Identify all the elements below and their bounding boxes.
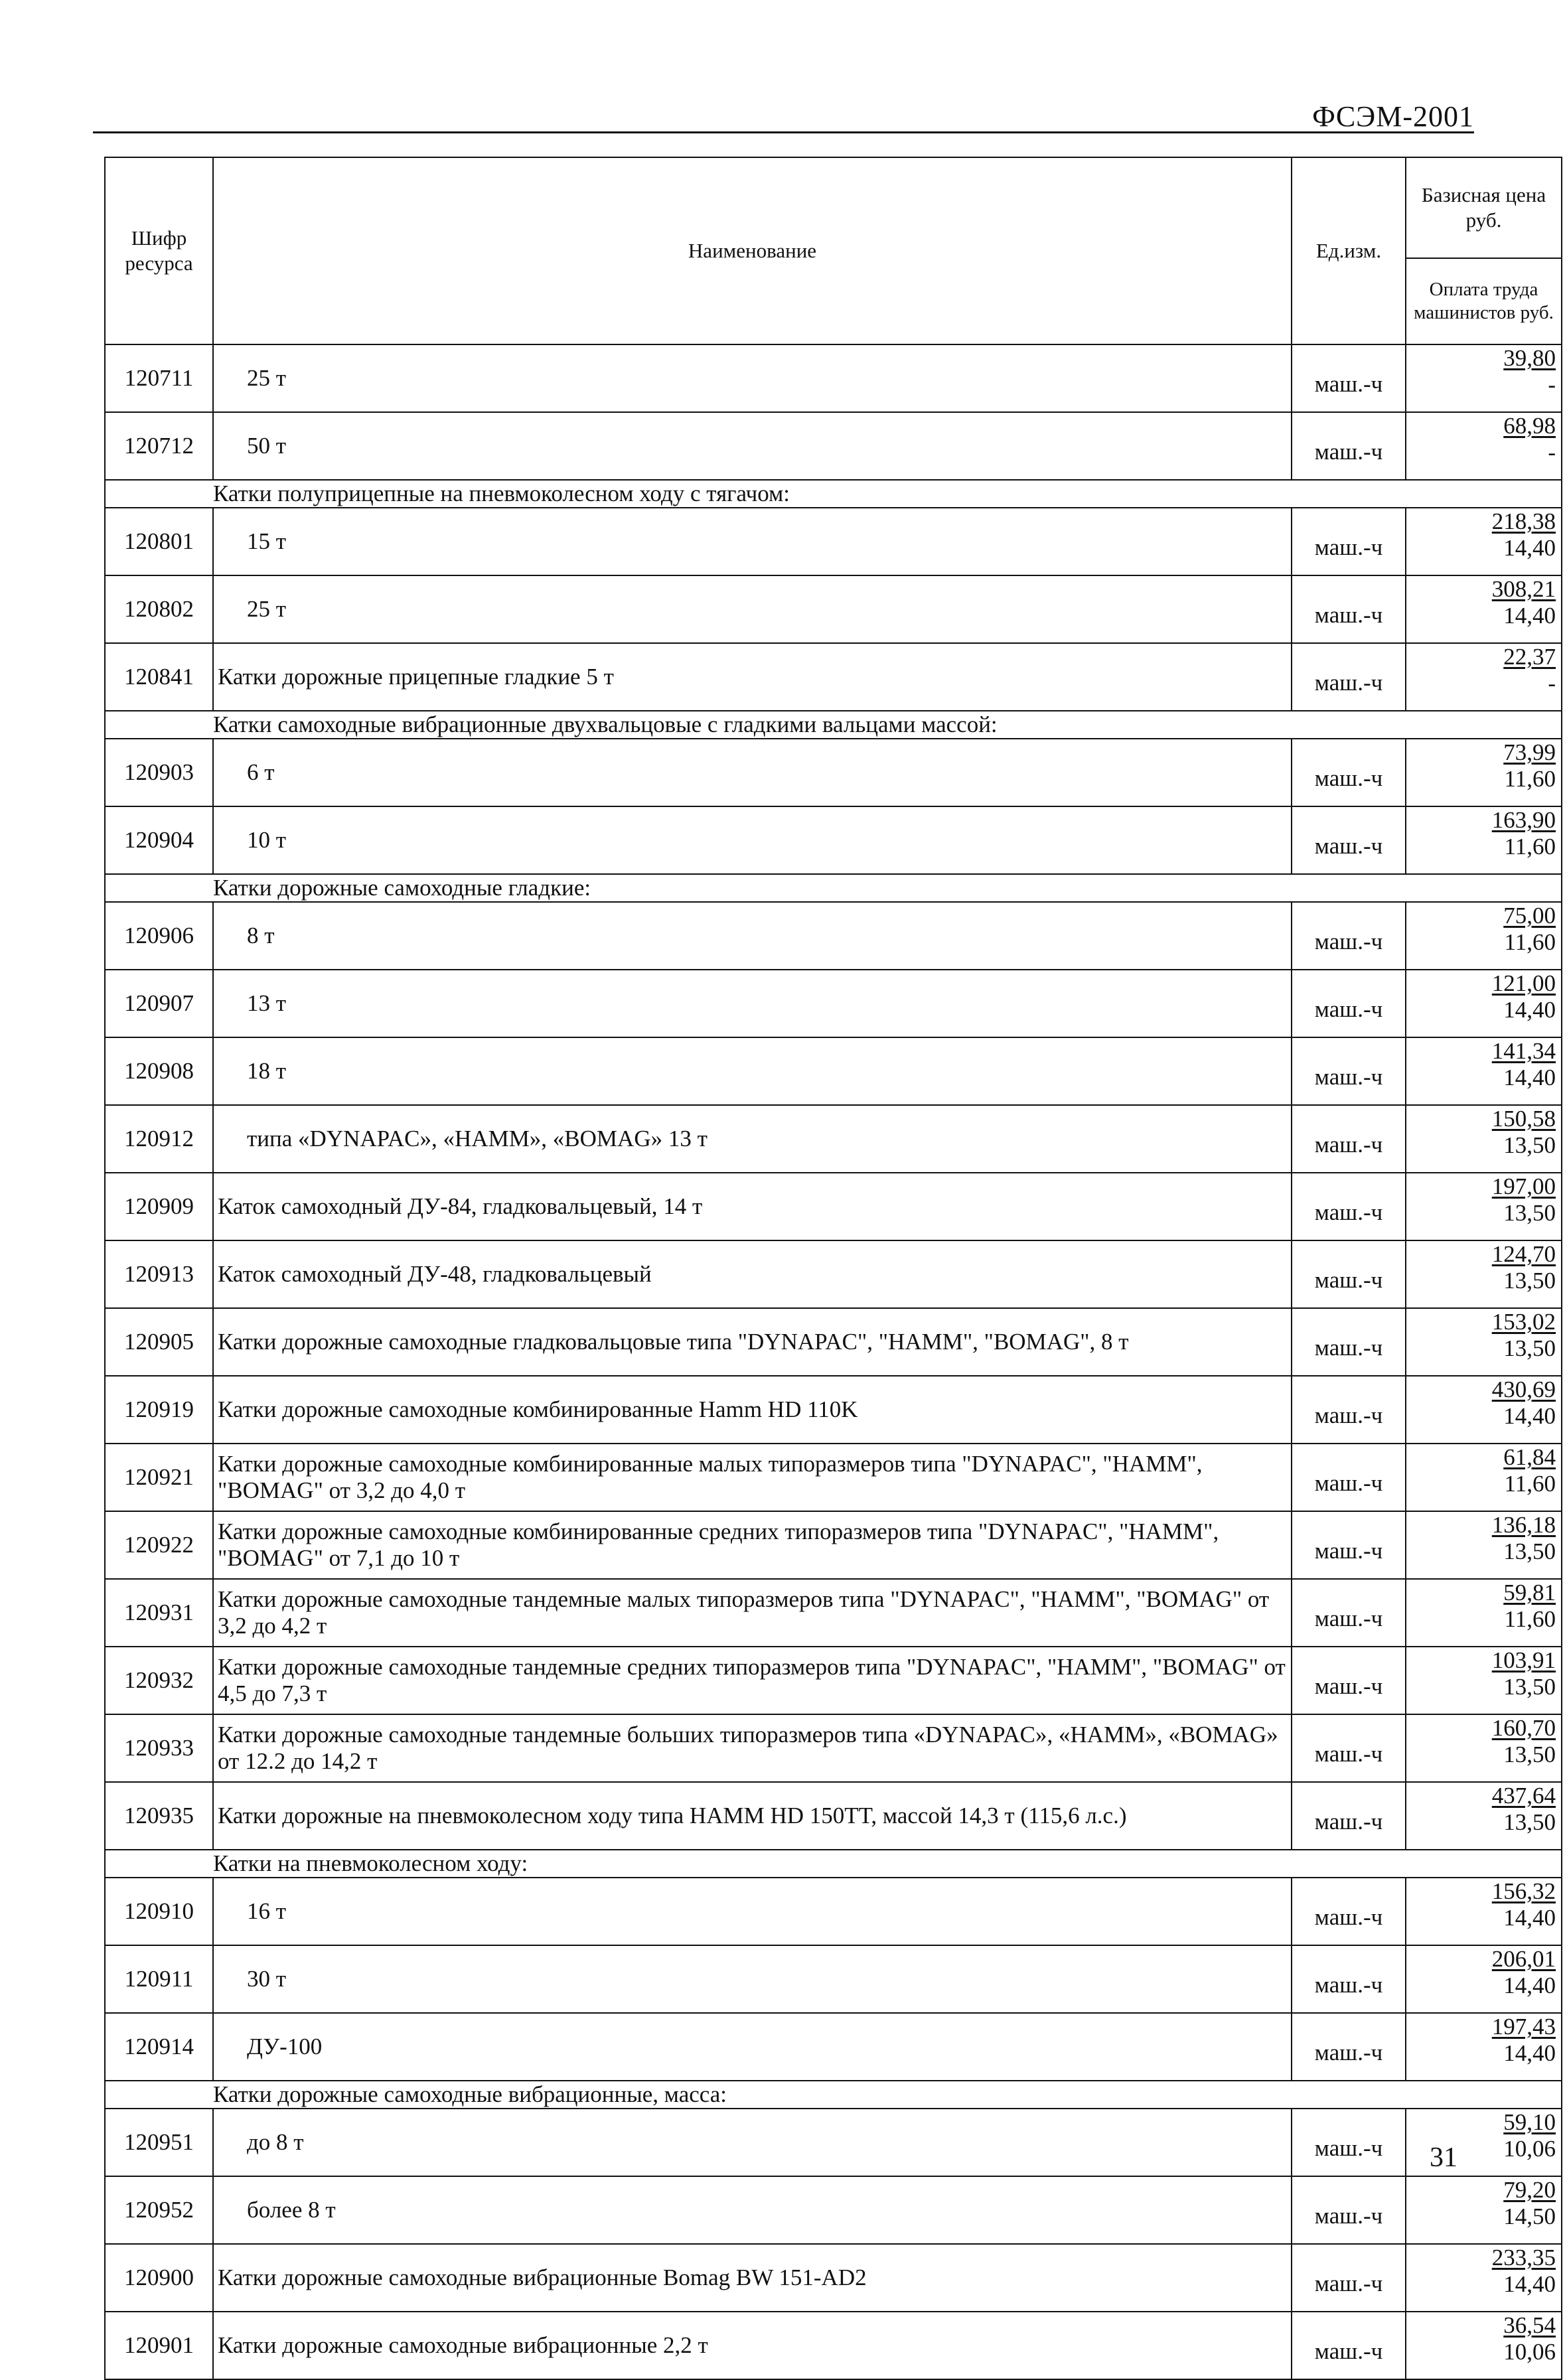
- price-cell: [1406, 1173, 1562, 1240]
- resource-code: 120933: [105, 1714, 213, 1782]
- operator-labor-cost: 11,60: [1504, 929, 1556, 955]
- resource-code: 120904: [105, 806, 213, 874]
- unit-of-measure: маш.-ч: [1292, 739, 1406, 806]
- operator-labor-cost: 13,50: [1503, 1538, 1556, 1564]
- price-cell: [1406, 1647, 1562, 1714]
- unit-of-measure: маш.-ч: [1292, 1308, 1406, 1376]
- header-rule: [93, 131, 1474, 133]
- base-price: 437,64: [1491, 1783, 1556, 1809]
- base-price: 160,70: [1491, 1715, 1556, 1741]
- page-number: 31: [1430, 2142, 1457, 2173]
- unit-of-measure: маш.-ч: [1292, 643, 1406, 711]
- price-cell: [1406, 1308, 1562, 1376]
- price-cell: [1406, 2176, 1562, 2244]
- resource-code: 120801: [105, 508, 213, 575]
- resource-code: 120922: [105, 1511, 213, 1579]
- table-row: [105, 575, 1562, 643]
- unit-of-measure: маш.-ч: [1292, 344, 1406, 412]
- resource-code: 120900: [105, 2244, 213, 2312]
- base-price: 136,18: [1491, 1512, 1556, 1538]
- group-title: Катки на пневмоколесном ходу:: [105, 1850, 1562, 1878]
- base-price: 59,10: [1503, 2109, 1556, 2135]
- group-title: Катки дорожные самоходные вибрационные, масса:: [105, 2081, 1562, 2109]
- operator-labor-cost: 13,50: [1503, 1132, 1556, 1158]
- resource-code: 120906: [105, 902, 213, 970]
- price-cell: [1406, 1878, 1562, 1945]
- price-cell: [1406, 1714, 1562, 1782]
- operator-labor-cost: 14,40: [1503, 2040, 1556, 2066]
- resource-name: 18 т: [213, 1037, 1292, 1105]
- resource-name: Катки дорожные самоходные вибрационные 2,2 т: [213, 2312, 1292, 2379]
- resource-code: 120910: [105, 1878, 213, 1945]
- unit-of-measure: маш.-ч: [1292, 2176, 1406, 2244]
- unit-of-measure: маш.-ч: [1292, 412, 1406, 480]
- resource-name: Катки дорожные самоходные комбинированные малых типоразмеров типа "DYNAPAC", "HAMM", "BOMAG" от 3,2 до 4,0 т: [213, 1444, 1292, 1511]
- base-price: 59,81: [1503, 1580, 1556, 1605]
- base-price: 206,01: [1491, 1946, 1556, 1972]
- operator-labor-cost: 13,50: [1503, 1809, 1556, 1835]
- price-cell: [1406, 1240, 1562, 1308]
- table-row: [105, 2312, 1562, 2379]
- table-row: [105, 1173, 1562, 1240]
- table-row: [105, 508, 1562, 575]
- group-header-row: [105, 1850, 1562, 1878]
- resource-code: 120935: [105, 1782, 213, 1850]
- price-cell: [1406, 2312, 1562, 2379]
- table-header: [105, 157, 1562, 344]
- table-row: [105, 643, 1562, 711]
- base-price: 308,21: [1491, 576, 1556, 602]
- operator-labor-cost: -: [1548, 439, 1556, 465]
- base-price: 156,32: [1491, 1878, 1556, 1904]
- resource-name: 13 т: [213, 970, 1292, 1037]
- unit-of-measure: маш.-ч: [1292, 1782, 1406, 1850]
- base-price: 141,34: [1491, 1038, 1556, 1064]
- unit-of-measure: маш.-ч: [1292, 1105, 1406, 1173]
- resource-name: Катки дорожные на пневмоколесном ходу типа HAMM HD 150TT, массой 14,3 т (115,6 л.с.): [213, 1782, 1292, 1850]
- resource-name: Катки дорожные самоходные тандемные средних типоразмеров типа "DYNAPAC", "HAMM", "BOMAG" от 4,5 до 7,3 т: [213, 1647, 1292, 1714]
- price-cell: [1406, 2244, 1562, 2312]
- table-row: [105, 1782, 1562, 1850]
- price-cell: [1406, 575, 1562, 643]
- price-cell: [1406, 970, 1562, 1037]
- base-price: 150,58: [1491, 1106, 1556, 1132]
- price-cell: [1406, 806, 1562, 874]
- column-header-name: Наименование: [213, 157, 1292, 344]
- table-body: [105, 344, 1562, 2379]
- table-row: [105, 970, 1562, 1037]
- operator-labor-cost: 13,50: [1503, 1674, 1556, 1700]
- operator-labor-cost: 14,40: [1503, 1905, 1556, 1931]
- unit-of-measure: маш.-ч: [1292, 2312, 1406, 2379]
- unit-of-measure: маш.-ч: [1292, 1647, 1406, 1714]
- operator-labor-cost: 14,50: [1503, 2203, 1556, 2229]
- resource-code: 120841: [105, 643, 213, 711]
- resource-code: 120908: [105, 1037, 213, 1105]
- table-row: [105, 344, 1562, 412]
- unit-of-measure: маш.-ч: [1292, 1376, 1406, 1444]
- table-row: [105, 902, 1562, 970]
- resource-name: 25 т: [213, 344, 1292, 412]
- resource-name: Каток самоходный ДУ-84, гладковальцевый, 14 т: [213, 1173, 1292, 1240]
- operator-labor-cost: 14,40: [1503, 535, 1556, 561]
- base-price: 36,54: [1503, 2312, 1556, 2338]
- resource-name: Катки дорожные самоходные гладковальцовые типа "DYNAPAC", "HAMM", "BOMAG", 8 т: [213, 1308, 1292, 1376]
- table-row: [105, 1579, 1562, 1647]
- base-price: 75,00: [1503, 903, 1556, 929]
- price-cell: [1406, 643, 1562, 711]
- unit-of-measure: маш.-ч: [1292, 2244, 1406, 2312]
- table-row: [105, 412, 1562, 480]
- unit-of-measure: маш.-ч: [1292, 2013, 1406, 2081]
- resource-name: Катки дорожные самоходные комбинированные средних типоразмеров типа "DYNAPAC", "HAMM", "BOMAG" от 7,1 до 10 т: [213, 1511, 1292, 1579]
- base-price: 68,98: [1503, 413, 1556, 439]
- price-cell: [1406, 1579, 1562, 1647]
- table-row: [105, 806, 1562, 874]
- resource-code: 120921: [105, 1444, 213, 1511]
- document-code: ФСЭМ-2001: [1312, 100, 1474, 133]
- resource-code: 120909: [105, 1173, 213, 1240]
- operator-labor-cost: 11,60: [1504, 766, 1556, 792]
- resource-code: 120932: [105, 1647, 213, 1714]
- resource-name: 16 т: [213, 1878, 1292, 1945]
- resource-name: 50 т: [213, 412, 1292, 480]
- unit-of-measure: маш.-ч: [1292, 970, 1406, 1037]
- price-cell: [1406, 1037, 1562, 1105]
- operator-labor-cost: 14,40: [1503, 603, 1556, 629]
- table-row: [105, 1308, 1562, 1376]
- resource-name: 10 т: [213, 806, 1292, 874]
- operator-labor-cost: 14,40: [1503, 997, 1556, 1023]
- price-cell: [1406, 2013, 1562, 2081]
- unit-of-measure: маш.-ч: [1292, 806, 1406, 874]
- base-price: 233,35: [1491, 2245, 1556, 2270]
- operator-labor-cost: 13,50: [1503, 1268, 1556, 1294]
- resource-code: 120919: [105, 1376, 213, 1444]
- resource-code: 120903: [105, 739, 213, 806]
- table-row: [105, 1240, 1562, 1308]
- price-cell: [1406, 412, 1562, 480]
- operator-labor-cost: 14,40: [1503, 2271, 1556, 2297]
- price-cell: [1406, 1945, 1562, 2013]
- resource-code: 120914: [105, 2013, 213, 2081]
- unit-of-measure: маш.-ч: [1292, 1945, 1406, 2013]
- unit-of-measure: маш.-ч: [1292, 1511, 1406, 1579]
- base-price: 103,91: [1491, 1647, 1556, 1673]
- unit-of-measure: маш.-ч: [1292, 1240, 1406, 1308]
- unit-of-measure: маш.-ч: [1292, 1579, 1406, 1647]
- resource-name: ДУ-100: [213, 2013, 1292, 2081]
- base-price: 197,00: [1491, 1173, 1556, 1199]
- resource-name: Катки дорожные самоходные тандемные малых типоразмеров типа "DYNAPAC", "HAMM", "BOMAG" от 3,2 до 4,2 т: [213, 1579, 1292, 1647]
- unit-of-measure: маш.-ч: [1292, 575, 1406, 643]
- unit-of-measure: маш.-ч: [1292, 902, 1406, 970]
- price-cell: [1406, 508, 1562, 575]
- price-cell: [1406, 1105, 1562, 1173]
- table-row: [105, 1714, 1562, 1782]
- price-cell: [1406, 1511, 1562, 1579]
- column-header-base-price: Базисная цена руб.: [1406, 157, 1562, 258]
- table-row: [105, 1105, 1562, 1173]
- operator-labor-cost: 13,50: [1503, 1335, 1556, 1361]
- resource-name: Катки дорожные самоходные тандемные больших типоразмеров типа «DYNAPAC», «HAMM», «BOMAG» от 12.2 до 14,2 т: [213, 1714, 1292, 1782]
- group-title: Катки дорожные самоходные гладкие:: [105, 874, 1562, 902]
- resource-code: 120907: [105, 970, 213, 1037]
- table-row: [105, 2244, 1562, 2312]
- group-header-row: [105, 874, 1562, 902]
- resource-code: 120952: [105, 2176, 213, 2244]
- group-title: Катки самоходные вибрационные двухвальцовые с гладкими вальцами массой:: [105, 711, 1562, 739]
- base-price: 39,80: [1503, 345, 1556, 371]
- resource-name: 15 т: [213, 508, 1292, 575]
- operator-labor-cost: 13,50: [1503, 1742, 1556, 1767]
- table-row: [105, 2013, 1562, 2081]
- unit-of-measure: маш.-ч: [1292, 1037, 1406, 1105]
- price-cell: [1406, 344, 1562, 412]
- table-row: [105, 2109, 1562, 2176]
- operator-labor-cost: 11,60: [1504, 834, 1556, 859]
- operator-labor-cost: 11,60: [1504, 1606, 1556, 1632]
- operator-labor-cost: 14,40: [1503, 1065, 1556, 1090]
- price-cell: [1406, 1376, 1562, 1444]
- resource-code: 120913: [105, 1240, 213, 1308]
- base-price: 218,38: [1491, 508, 1556, 534]
- operator-labor-cost: -: [1548, 372, 1556, 398]
- price-cell: [1406, 1444, 1562, 1511]
- resource-code: 120802: [105, 575, 213, 643]
- base-price: 163,90: [1491, 807, 1556, 833]
- resource-name: до 8 т: [213, 2109, 1292, 2176]
- resource-name: более 8 т: [213, 2176, 1292, 2244]
- resource-code: 120901: [105, 2312, 213, 2379]
- unit-of-measure: маш.-ч: [1292, 2109, 1406, 2176]
- base-price: 197,43: [1491, 2014, 1556, 2040]
- resource-name: Каток самоходный ДУ-48, гладковальцевый: [213, 1240, 1292, 1308]
- group-header-row: [105, 480, 1562, 508]
- base-price: 73,99: [1503, 739, 1556, 765]
- price-cell: [1406, 1782, 1562, 1850]
- table-row: [105, 1444, 1562, 1511]
- resource-name: типа «DYNAPAC», «HAMM», «BOMAG» 13 т: [213, 1105, 1292, 1173]
- table-row: [105, 2176, 1562, 2244]
- price-table: [104, 157, 1562, 2380]
- table-row: [105, 1647, 1562, 1714]
- operator-labor-cost: 14,40: [1503, 1403, 1556, 1429]
- resource-code: 120931: [105, 1579, 213, 1647]
- base-price: 22,37: [1503, 644, 1556, 670]
- resource-code: 120905: [105, 1308, 213, 1376]
- table-row: [105, 1945, 1562, 2013]
- group-title: Катки полуприцепные на пневмоколесном ходу с тягачом:: [105, 480, 1562, 508]
- operator-labor-cost: 10,06: [1503, 2136, 1556, 2162]
- column-header-code: Шифр ресурса: [105, 157, 213, 344]
- column-header-labor: Оплата труда машинистов руб.: [1406, 258, 1562, 344]
- unit-of-measure: маш.-ч: [1292, 1878, 1406, 1945]
- operator-labor-cost: 10,06: [1503, 2339, 1556, 2365]
- base-price: 430,69: [1491, 1376, 1556, 1402]
- table-row: [105, 1376, 1562, 1444]
- resource-code: 120712: [105, 412, 213, 480]
- group-header-row: [105, 2081, 1562, 2109]
- operator-labor-cost: 13,50: [1503, 1200, 1556, 1226]
- resource-code: 120912: [105, 1105, 213, 1173]
- operator-labor-cost: 11,60: [1504, 1471, 1556, 1497]
- unit-of-measure: маш.-ч: [1292, 1173, 1406, 1240]
- table-row: [105, 739, 1562, 806]
- resource-name: 30 т: [213, 1945, 1292, 2013]
- base-price: 121,00: [1491, 970, 1556, 996]
- group-header-row: [105, 711, 1562, 739]
- base-price: 153,02: [1491, 1309, 1556, 1335]
- resource-name: 8 т: [213, 902, 1292, 970]
- resource-name: Катки дорожные прицепные гладкие 5 т: [213, 643, 1292, 711]
- resource-name: Катки дорожные самоходные комбинированные Hamm HD 110K: [213, 1376, 1292, 1444]
- table-row: [105, 1878, 1562, 1945]
- resource-code: 120711: [105, 344, 213, 412]
- operator-labor-cost: -: [1548, 670, 1556, 696]
- price-cell: [1406, 739, 1562, 806]
- resource-code: 120951: [105, 2109, 213, 2176]
- resource-code: 120911: [105, 1945, 213, 2013]
- base-price: 79,20: [1503, 2177, 1556, 2203]
- base-price: 61,84: [1503, 1444, 1556, 1470]
- resource-name: 25 т: [213, 575, 1292, 643]
- table-row: [105, 1511, 1562, 1579]
- operator-labor-cost: 14,40: [1503, 1972, 1556, 1998]
- price-cell: [1406, 902, 1562, 970]
- price-table-container: [104, 157, 1556, 2380]
- unit-of-measure: маш.-ч: [1292, 1444, 1406, 1511]
- table-row: [105, 1037, 1562, 1105]
- unit-of-measure: маш.-ч: [1292, 1714, 1406, 1782]
- base-price: 124,70: [1491, 1241, 1556, 1267]
- resource-name: 6 т: [213, 739, 1292, 806]
- resource-name: Катки дорожные самоходные вибрационные Bomag BW 151-AD2: [213, 2244, 1292, 2312]
- column-header-unit: Ед.изм.: [1292, 157, 1406, 344]
- unit-of-measure: маш.-ч: [1292, 508, 1406, 575]
